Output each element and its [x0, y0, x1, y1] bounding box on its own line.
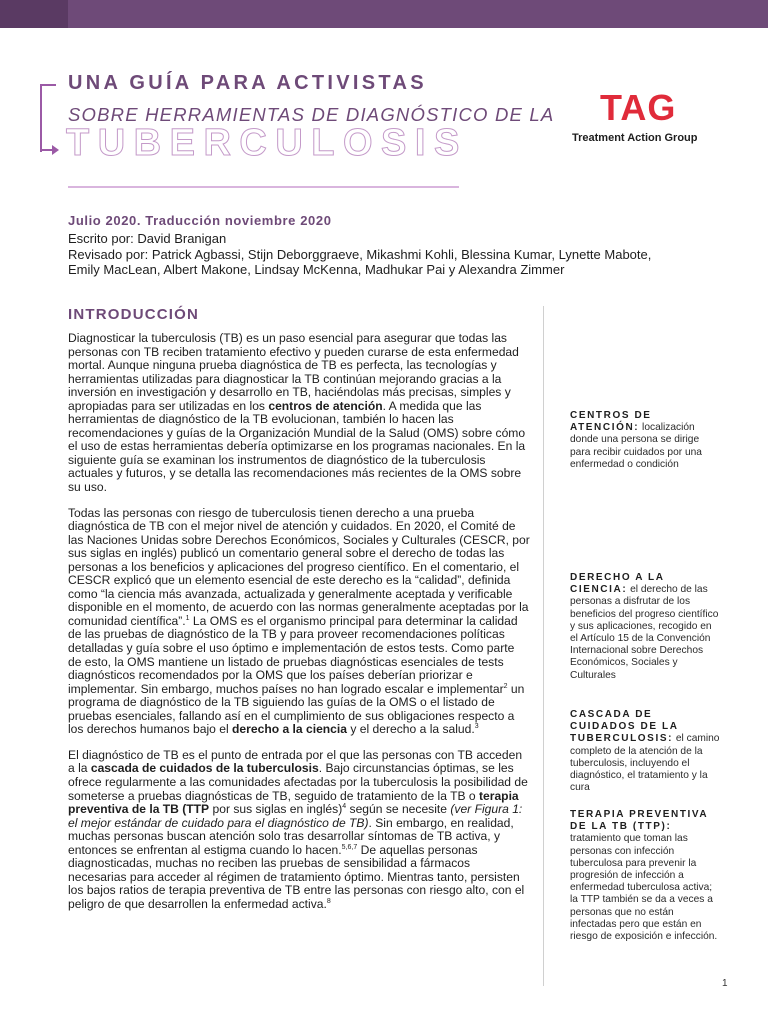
- footnote-ref: 2: [503, 682, 508, 690]
- tag-logo: [572, 87, 718, 144]
- paragraph-2: [68, 507, 530, 737]
- footnote-ref: 8: [326, 897, 331, 905]
- title-divider: [68, 186, 459, 188]
- section-heading: INTRODUCCIÓN: [68, 306, 200, 323]
- glossary-definition: localización donde una persona se dirige para recibir cuidados por una enfermedad o condición: [570, 422, 702, 470]
- glossary-definition: tratamiento que toman las personas con infección tuberculosa para prevenir la progresión de infección a enfermedad tuberculosa activa; la TTP también se da a veces a personas que no están infectadas pero que están en riesgo de exposición e infección.: [570, 833, 718, 943]
- text-run: . A medida que las herramientas de diagnóstico de la TB evolucionan, también lo hacen las recomendaciones y guías de la Organización Mundial de la Salud (OMS) sobre cómo el uso de estas herramientas debería optimizarse en los programas nacionales. En la siguiente guía se examinan los instrumentos de diagnóstico de la tuberculosis actuales y futuros, y se detalla las recomendaciones más recientes de la OMS sobre su uso.: [68, 398, 526, 495]
- footnote-ref: 4: [342, 803, 347, 811]
- glossary-term: TERAPIA PREVENTIVA DE LA TB (TTP):: [570, 809, 708, 833]
- text-run: La OMS es el organismo principal para determinar la calidad de las pruebas de diagnóstico de la TB y para proveer recomendaciones políticas detalladas y guía sobre el uso óptimo e implementación de estos tests. Como parte de esto, la OMS mantiene un listado de pruebas diagnósticas esenciales de tests diagnósticos recomendados por la OMS que los países deberían priorizar e implementar. Sin embargo, muchos países no han logrado escalar e implementar: [68, 613, 518, 696]
- tag-logo-mark: TAG: [600, 87, 677, 128]
- top-color-bar: [0, 0, 768, 28]
- text-run: Diagnosticar la tuberculosis (TB) es un paso esencial para asegurar que todas las personas con TB reciben tratamiento efectivo y pueden curarse de esta enfermedad mortal. Aunque ninguna prueba diagnóstica de TB es perfecta, las tecnologías y herramientas utilizadas para diagnosticar la TB continúan mejorando gracias a la inversión en investigación y desarrollo en TB, haciéndolas más precisas, simples y apropiadas para ser utilizadas en los: [68, 331, 519, 413]
- title-bracket-decoration: [40, 84, 56, 152]
- footnote-ref: 5,6,7: [341, 843, 358, 851]
- glossary-entry-terapia-preventiva: [570, 809, 720, 943]
- reviewers-line-1: Revisado por: Patrick Agbassi, Stijn Deborggraeve, Mikashmi Kohli, Blessina Kumar, Lynette Mabote,: [68, 246, 652, 262]
- author-line: Escrito por: David Branigan: [68, 231, 227, 246]
- term-highlight: cascada de cuidados de la tuberculosis: [90, 761, 319, 776]
- glossary-definition: el camino completo de la atención de la tuberculosis, incluyendo el diagnóstico, el tratamiento y la cura: [570, 733, 720, 794]
- glossary-definition: el derecho de las personas a disfrutar de los beneficios del progreso científico y sus aplicaciones, recogido en el Artículo 15 de la Convención Internacional sobre Derechos Económicos, Sociales y Culturales: [570, 584, 719, 681]
- title-bracket-foot: [40, 149, 52, 151]
- text-run: El diagnóstico de TB es el punto de entrada por el que las personas con TB acceden a la: [68, 747, 523, 776]
- glossary-term: CENTROS DE ATENCIÓN:: [570, 410, 652, 434]
- text-run: Todas las personas con riesgo de tuberculosis tienen derecho a una prueba diagnóstica de TB con el mejor nivel de atención y cuidados. En 2020, el Comité de las Naciones Unidas sobre Derechos Económicos, Sociales y Culturales (CESCR, por sus siglas en inglés) publicó un comentario general sobre el derecho de todas las personas a los beneficios y aplicaciones del progreso científico. En el comentario, el CESCR explicó que un elemento esencial de este derecho es la “calidad”, definida como “la ciencia más avanzada, actualizada y generalmente aceptada y verificable disponible en el momento, de acuerdo con las normas generalmente aceptadas por la comunidad científica”.: [68, 505, 530, 628]
- term-highlight: derecho a la ciencia: [232, 722, 347, 737]
- sidebar-divider: [543, 306, 544, 986]
- glossary-entry-derecho-a-la-ciencia: [570, 572, 720, 682]
- main-body: [68, 332, 530, 923]
- glossary-term: DERECHO A LA CIENCIA:: [570, 572, 665, 596]
- arrow-right-icon: [52, 145, 59, 155]
- text-run: y el derecho a la salud.: [347, 722, 475, 737]
- text-run: . Sin embargo, en realidad, muchas personas buscan atención solo tras desarrollar síntomas de TB activa, y entonces se enfrentan al estigma cuando lo hacen.: [68, 815, 514, 857]
- glossary-entry-cascada-de-cuidados: [570, 709, 720, 794]
- reviewers-line-2: Emily MacLean, Albert Makone, Lindsay McKenna, Madhukar Pai y Alexandra Zimmer: [68, 262, 565, 277]
- top-bar-accent: [0, 0, 68, 28]
- publication-date: Julio 2020. Traducción noviembre 2020: [68, 213, 332, 228]
- footnote-ref: 3: [474, 723, 479, 731]
- glossary-entry-centros-de-atencion: [570, 410, 720, 471]
- paragraph-1: [68, 332, 530, 495]
- footnote-ref: 1: [185, 614, 190, 622]
- glossary-term: CASCADA DE CUIDADOS DE LA TUBERCULOSIS:: [570, 709, 679, 745]
- text-run: por sus siglas en inglés): [209, 802, 343, 817]
- text-run: De aquellas personas diagnosticadas, muchas no reciben las pruebas de sensibilidad a fármacos necesarias para acceder al régimen de tratamiento óptimo. Mientras tanto, persisten los bajos ratios de terapia preventiva de TB entre las personas con riesgo alto, con el peligro de que desarrollen la enfermedad activa.: [68, 842, 525, 911]
- page-number: 1: [722, 978, 728, 989]
- title-line-2: SOBRE HERRAMIENTAS DE DIAGNÓSTICO DE LA: [68, 104, 555, 125]
- text-run: . Bajo circunstancias óptimas, se les ofrece regularmente a las comunidades afectadas por la tuberculosis la posibilidad de someterse a pruebas diagnósticas de TB, seguido de tratamiento de la TB o: [68, 761, 528, 803]
- title-line-3: TUBERCULOSIS: [66, 122, 468, 164]
- figure-reference: (ver Figura 1: el mejor estándar de cuidado para el diagnóstico de TB): [68, 802, 523, 830]
- text-run: un programa de diagnóstico de la TB siguiendo las guías de la OMS o el listado de pruebas esenciales, fallando así en el cumplimiento de sus obligaciones respecto a los derechos humanos bajo el: [68, 681, 525, 737]
- term-highlight: terapia preventiva de la TB (TTP: [68, 788, 519, 817]
- title-line-1: UNA GUÍA PARA ACTIVISTAS: [68, 72, 427, 94]
- tag-logo-name: Treatment Action Group: [572, 132, 698, 144]
- paragraph-3: [68, 749, 530, 912]
- term-highlight: centros de atención: [268, 398, 383, 413]
- text-run: según se necesite: [346, 802, 451, 817]
- credits: [68, 231, 708, 278]
